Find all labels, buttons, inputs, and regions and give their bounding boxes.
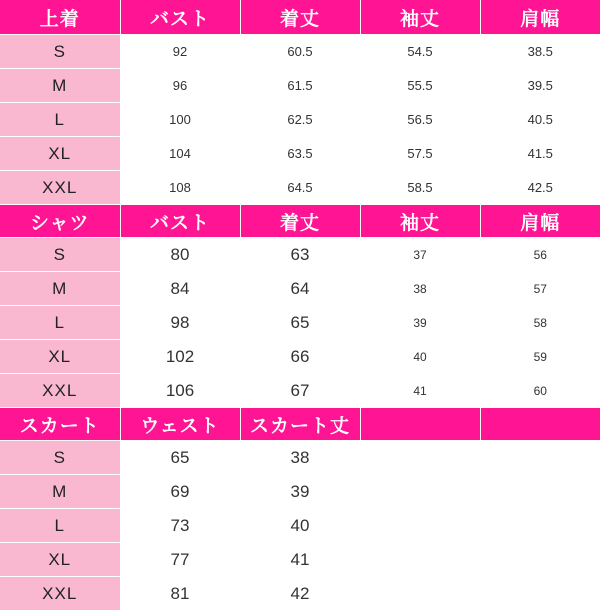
column-header-category: 上着 — [0, 0, 120, 35]
value-skirt-length: 41 — [240, 543, 360, 577]
column-header-sleeve: 袖丈 — [360, 205, 480, 238]
column-header-waist: ウェスト — [120, 408, 240, 441]
value-waist: 73 — [120, 509, 240, 543]
size-label: M — [0, 475, 120, 509]
size-label: M — [0, 69, 120, 103]
column-header-length: 着丈 — [240, 0, 360, 35]
value-shoulder: 56 — [480, 238, 600, 272]
value-sleeve: 39 — [360, 306, 480, 340]
value-shoulder: 41.5 — [480, 137, 600, 171]
column-header-sleeve: 袖丈 — [360, 0, 480, 35]
value-shoulder: 60 — [480, 374, 600, 408]
value-length: 67 — [240, 374, 360, 408]
size-label: XL — [0, 340, 120, 374]
value-shoulder: 38.5 — [480, 35, 600, 69]
value-length: 66 — [240, 340, 360, 374]
table-row — [0, 137, 600, 171]
value-length: 63.5 — [240, 137, 360, 171]
value-bust: 80 — [120, 238, 240, 272]
column-header-category: シャツ — [0, 205, 120, 238]
value-sleeve: 58.5 — [360, 171, 480, 205]
size-label: XXL — [0, 577, 120, 611]
size-label: S — [0, 35, 120, 69]
value-empty — [480, 577, 600, 611]
value-sleeve: 55.5 — [360, 69, 480, 103]
size-label: XL — [0, 543, 120, 577]
value-bust: 102 — [120, 340, 240, 374]
table-row — [0, 238, 600, 272]
value-length: 62.5 — [240, 103, 360, 137]
value-empty — [480, 441, 600, 475]
value-bust: 96 — [120, 69, 240, 103]
value-bust: 92 — [120, 35, 240, 69]
table-row — [0, 306, 600, 340]
table-row — [0, 374, 600, 408]
value-bust: 84 — [120, 272, 240, 306]
value-skirt-length: 38 — [240, 441, 360, 475]
value-shoulder: 40.5 — [480, 103, 600, 137]
header-empty-cell — [480, 408, 600, 441]
value-skirt-length: 40 — [240, 509, 360, 543]
table-row — [0, 35, 600, 69]
value-empty — [360, 509, 480, 543]
value-sleeve: 57.5 — [360, 137, 480, 171]
table-header-row-shirt — [0, 205, 600, 238]
value-length: 64 — [240, 272, 360, 306]
table-row — [0, 69, 600, 103]
header-empty-cell — [360, 408, 480, 441]
table-row — [0, 441, 600, 475]
value-shoulder: 58 — [480, 306, 600, 340]
value-skirt-length: 39 — [240, 475, 360, 509]
table-row — [0, 543, 600, 577]
size-label: L — [0, 306, 120, 340]
size-label: L — [0, 103, 120, 137]
size-label: XXL — [0, 171, 120, 205]
value-empty — [480, 509, 600, 543]
column-header-category: スカート — [0, 408, 120, 441]
table-row — [0, 103, 600, 137]
value-sleeve: 41 — [360, 374, 480, 408]
table-row — [0, 171, 600, 205]
value-shoulder: 39.5 — [480, 69, 600, 103]
value-empty — [360, 475, 480, 509]
value-sleeve: 40 — [360, 340, 480, 374]
value-sleeve: 37 — [360, 238, 480, 272]
value-length: 60.5 — [240, 35, 360, 69]
size-table-shirt — [0, 205, 600, 408]
value-bust: 100 — [120, 103, 240, 137]
value-waist: 77 — [120, 543, 240, 577]
value-skirt-length: 42 — [240, 577, 360, 611]
value-empty — [480, 475, 600, 509]
table-header-row-outerwear — [0, 0, 600, 35]
value-sleeve: 38 — [360, 272, 480, 306]
value-bust: 98 — [120, 306, 240, 340]
value-length: 64.5 — [240, 171, 360, 205]
size-table-outerwear — [0, 0, 600, 205]
column-header-skirt-length: スカート丈 — [240, 408, 360, 441]
value-waist: 81 — [120, 577, 240, 611]
size-label: M — [0, 272, 120, 306]
value-sleeve: 54.5 — [360, 35, 480, 69]
value-empty — [360, 441, 480, 475]
value-empty — [480, 543, 600, 577]
value-shoulder: 57 — [480, 272, 600, 306]
value-bust: 104 — [120, 137, 240, 171]
column-header-bust: バスト — [120, 205, 240, 238]
table-header-row-skirt — [0, 408, 600, 441]
size-label: S — [0, 238, 120, 272]
column-header-bust: バスト — [120, 0, 240, 35]
size-label: XL — [0, 137, 120, 171]
size-label: L — [0, 509, 120, 543]
column-header-shoulder: 肩幅 — [480, 205, 600, 238]
table-row — [0, 340, 600, 374]
value-empty — [360, 543, 480, 577]
column-header-length: 着丈 — [240, 205, 360, 238]
value-empty — [360, 577, 480, 611]
table-row — [0, 509, 600, 543]
value-shoulder: 42.5 — [480, 171, 600, 205]
value-length: 61.5 — [240, 69, 360, 103]
value-bust: 106 — [120, 374, 240, 408]
size-label: S — [0, 441, 120, 475]
size-label: XXL — [0, 374, 120, 408]
table-row — [0, 272, 600, 306]
value-length: 63 — [240, 238, 360, 272]
value-bust: 108 — [120, 171, 240, 205]
size-table-skirt — [0, 408, 600, 611]
value-length: 65 — [240, 306, 360, 340]
table-row — [0, 577, 600, 611]
table-row — [0, 475, 600, 509]
value-sleeve: 56.5 — [360, 103, 480, 137]
column-header-shoulder: 肩幅 — [480, 0, 600, 35]
value-shoulder: 59 — [480, 340, 600, 374]
value-waist: 65 — [120, 441, 240, 475]
value-waist: 69 — [120, 475, 240, 509]
